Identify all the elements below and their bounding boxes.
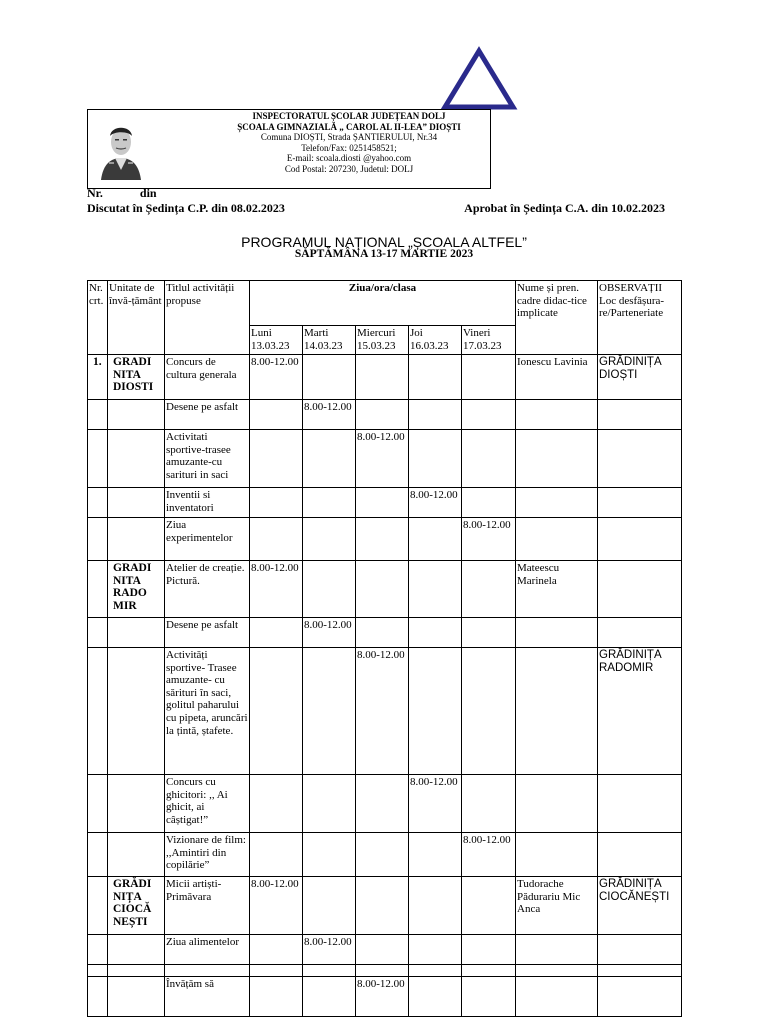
table-row xyxy=(88,775,682,833)
row-activity: Activitati sportive-trasee amuzante-cu sarituri in saci xyxy=(165,430,250,488)
table-row xyxy=(88,965,682,977)
header-days: Ziua/ora/clasa xyxy=(250,281,516,326)
day-slot-cell: 8.00-12.00 xyxy=(303,400,356,430)
row-activity: Inventii si inventatori xyxy=(165,488,250,518)
table-row xyxy=(88,877,682,935)
table-row xyxy=(88,518,682,561)
day-slot-cell xyxy=(462,430,516,488)
row-activity: Învățăm să xyxy=(165,977,250,1017)
row-obs xyxy=(598,400,682,430)
row-unit xyxy=(108,518,165,561)
day-slot-cell xyxy=(409,430,462,488)
row-names xyxy=(516,488,598,518)
day-slot-cell xyxy=(303,977,356,1017)
row-obs xyxy=(598,935,682,965)
header-obs: OBSERVAȚII Loc desfășura-re/Parteneriate xyxy=(598,281,682,355)
day-slot-cell xyxy=(303,488,356,518)
day-slot-cell xyxy=(356,833,409,877)
din-label: din xyxy=(139,186,157,200)
day-slot-cell: 8.00-12.00 xyxy=(409,488,462,518)
header-activity: Titlul activității propuse xyxy=(165,281,250,355)
table-row xyxy=(88,355,682,400)
row-names xyxy=(516,648,598,775)
day-slot-cell xyxy=(409,977,462,1017)
day-header: Luni 13.03.23 xyxy=(250,326,303,355)
day-slot-cell xyxy=(409,935,462,965)
day-slot-cell xyxy=(409,648,462,775)
table-row xyxy=(88,618,682,648)
row-nr xyxy=(88,877,108,935)
day-slot-cell xyxy=(462,877,516,935)
row-obs xyxy=(598,965,682,977)
row-names: Ionescu Lavinia xyxy=(516,355,598,400)
row-names xyxy=(516,430,598,488)
row-nr xyxy=(88,430,108,488)
day-slot-cell: 8.00-12.00 xyxy=(409,775,462,833)
row-unit: GRADI NITA DIOSTI xyxy=(108,355,165,400)
row-obs: GRĂDINIȚA CIOCĂNEȘTI xyxy=(598,877,682,935)
day-slot-cell: 8.00-12.00 xyxy=(356,977,409,1017)
day-slot-cell xyxy=(462,935,516,965)
day-slot-cell: 8.00-12.00 xyxy=(356,430,409,488)
day-slot-cell xyxy=(409,561,462,618)
day-slot-cell xyxy=(250,965,303,977)
row-nr xyxy=(88,977,108,1017)
row-unit xyxy=(108,775,165,833)
table-row xyxy=(88,488,682,518)
row-activity: Ziua alimentelor xyxy=(165,935,250,965)
day-slot-cell xyxy=(356,775,409,833)
day-slot-cell xyxy=(250,648,303,775)
row-names xyxy=(516,400,598,430)
day-slot-cell xyxy=(462,400,516,430)
day-slot-cell xyxy=(250,488,303,518)
row-activity: Desene pe asfalt xyxy=(165,618,250,648)
discussed-line: Discutat în Ședința C.P. din 08.02.2023 xyxy=(87,201,285,215)
row-unit: GRĂDI NIȚA CIOCĂ NEȘTI xyxy=(108,877,165,935)
table-row xyxy=(88,977,682,1017)
row-unit xyxy=(108,965,165,977)
day-slot-cell xyxy=(303,775,356,833)
row-activity: Desene pe asfalt xyxy=(165,400,250,430)
day-slot-cell xyxy=(409,355,462,400)
day-slot-cell xyxy=(409,518,462,561)
day-slot-cell xyxy=(462,618,516,648)
day-slot-cell xyxy=(462,648,516,775)
header-text xyxy=(208,111,490,175)
day-slot-cell xyxy=(409,877,462,935)
row-nr xyxy=(88,935,108,965)
day-slot-cell xyxy=(303,877,356,935)
row-activity: Activități sportive- Trasee amuzante- cu sărituri în saci, golitul paharului cu pipeta, aruncări la țintă, ștafete. xyxy=(165,648,250,775)
day-slot-cell: 8.00-12.00 xyxy=(250,355,303,400)
row-nr: 1. xyxy=(88,355,108,400)
row-activity: Concurs cu ghicitori: ,, Ai ghicit, ai câștigat!” xyxy=(165,775,250,833)
phone-line: Telefon/Fax: 0251458521; xyxy=(301,142,397,153)
day-slot-cell xyxy=(356,488,409,518)
school-name-line: ȘCOALA GIMNAZIALĂ „ CAROL AL II-LEA” DIOȘTI xyxy=(237,121,461,132)
table-row xyxy=(88,648,682,775)
day-slot-cell xyxy=(303,648,356,775)
page-title: PROGRAMUL NAȚIONAL „ȘCOALA ALTFEL” xyxy=(241,234,527,250)
day-slot-cell: 8.00-12.00 xyxy=(303,935,356,965)
header-nr: Nr. crt. xyxy=(88,281,108,355)
day-slot-cell xyxy=(356,561,409,618)
row-activity: Concurs de cultura generala xyxy=(165,355,250,400)
day-slot-cell xyxy=(462,355,516,400)
day-slot-cell xyxy=(462,775,516,833)
day-slot-cell xyxy=(356,400,409,430)
row-obs xyxy=(598,833,682,877)
day-slot-cell xyxy=(303,561,356,618)
day-slot-cell xyxy=(409,833,462,877)
row-names xyxy=(516,965,598,977)
king-portrait-icon xyxy=(95,114,147,180)
row-unit xyxy=(108,430,165,488)
schedule-table xyxy=(87,280,682,1017)
row-unit xyxy=(108,400,165,430)
row-names xyxy=(516,518,598,561)
day-slot-cell: 8.00-12.00 xyxy=(250,877,303,935)
row-names xyxy=(516,775,598,833)
day-slot-cell xyxy=(250,935,303,965)
row-unit xyxy=(108,833,165,877)
row-unit xyxy=(108,935,165,965)
row-obs: GRĂDINIȚA DIOȘTI xyxy=(598,355,682,400)
row-unit xyxy=(108,618,165,648)
row-unit: GRADI NITA RADO MIR xyxy=(108,561,165,618)
row-unit xyxy=(108,977,165,1017)
day-slot-cell xyxy=(303,518,356,561)
row-obs xyxy=(598,430,682,488)
table-row xyxy=(88,430,682,488)
day-slot-cell: 8.00-12.00 xyxy=(356,648,409,775)
row-activity: Ziua experimentelor xyxy=(165,518,250,561)
day-slot-cell xyxy=(250,430,303,488)
day-slot-cell xyxy=(356,935,409,965)
row-nr xyxy=(88,400,108,430)
row-obs xyxy=(598,977,682,1017)
row-nr xyxy=(88,965,108,977)
day-slot-cell xyxy=(356,355,409,400)
row-activity: Micii artiști- Primăvara xyxy=(165,877,250,935)
day-slot-cell xyxy=(462,488,516,518)
row-nr xyxy=(88,561,108,618)
row-obs xyxy=(598,561,682,618)
row-obs xyxy=(598,775,682,833)
day-slot-cell xyxy=(303,355,356,400)
row-nr xyxy=(88,648,108,775)
header-unit: Unitate de învă-țământ xyxy=(108,281,165,355)
day-slot-cell: 8.00-12.00 xyxy=(462,518,516,561)
table-row xyxy=(88,935,682,965)
row-obs xyxy=(598,488,682,518)
row-activity: Atelier de creație. Pictură. xyxy=(165,561,250,618)
row-names xyxy=(516,618,598,648)
day-header: Marti 14.03.23 xyxy=(303,326,356,355)
day-slot-cell xyxy=(356,518,409,561)
page-subtitle: SĂPTĂMÂNA 13-17 MARTIE 2023 xyxy=(294,248,474,260)
row-activity: Vizionare de film: ,,Amintiri din copilărie” xyxy=(165,833,250,877)
day-slot-cell xyxy=(409,400,462,430)
row-names: Mateescu Marinela xyxy=(516,561,598,618)
row-obs xyxy=(598,518,682,561)
day-slot-cell: 8.00-12.00 xyxy=(250,561,303,618)
postal-line: Cod Postal: 207230, Judetul: DOLJ xyxy=(284,163,414,174)
day-slot-cell xyxy=(250,518,303,561)
day-slot-cell xyxy=(250,400,303,430)
row-activity xyxy=(165,965,250,977)
row-nr xyxy=(88,488,108,518)
header-names: Nume și pren. cadre didac-tice implicate xyxy=(516,281,598,355)
day-slot-cell xyxy=(462,977,516,1017)
day-slot-cell xyxy=(303,430,356,488)
day-slot-cell xyxy=(356,877,409,935)
registration-number xyxy=(87,186,157,201)
day-slot-cell xyxy=(250,618,303,648)
table-row xyxy=(88,833,682,877)
day-slot-cell xyxy=(356,965,409,977)
address-line: Comuna DIOȘTI, Strada ȘANTIERULUI, Nr.34 xyxy=(260,132,438,143)
row-names xyxy=(516,833,598,877)
day-slot-cell xyxy=(356,618,409,648)
school-header-box xyxy=(87,109,491,189)
day-header: Miercuri 15.03.23 xyxy=(356,326,409,355)
row-nr xyxy=(88,518,108,561)
day-slot-cell: 8.00-12.00 xyxy=(462,833,516,877)
row-obs: GRĂDINIȚA RADOMIR xyxy=(598,648,682,775)
day-header: Joi 16.03.23 xyxy=(409,326,462,355)
day-slot-cell xyxy=(462,965,516,977)
day-slot-cell: 8.00-12.00 xyxy=(303,618,356,648)
day-slot-cell xyxy=(303,833,356,877)
row-unit xyxy=(108,648,165,775)
row-nr xyxy=(88,775,108,833)
inspectorate-line: INSPECTORATUL ȘCOLAR JUDEȚEAN DOLJ xyxy=(252,111,446,121)
row-unit xyxy=(108,488,165,518)
header-row xyxy=(88,281,682,326)
table-row xyxy=(88,400,682,430)
triangle-logo-icon xyxy=(440,46,518,112)
row-names xyxy=(516,935,598,965)
row-names xyxy=(516,977,598,1017)
row-names: Tudorache Pădurariu Mic Anca xyxy=(516,877,598,935)
day-slot-cell xyxy=(462,561,516,618)
day-header: Vineri 17.03.23 xyxy=(462,326,516,355)
nr-label: Nr. xyxy=(87,186,103,200)
email-line: E-mail: scoala.diosti @yahoo.com xyxy=(286,153,412,164)
day-slot-cell xyxy=(250,977,303,1017)
day-slot-cell xyxy=(250,775,303,833)
row-obs xyxy=(598,618,682,648)
row-nr xyxy=(88,618,108,648)
day-slot-cell xyxy=(409,618,462,648)
approved-line: Aprobat în Ședința C.A. din 10.02.2023 xyxy=(464,201,665,215)
day-slot-cell xyxy=(250,833,303,877)
day-slot-cell xyxy=(303,965,356,977)
day-slot-cell xyxy=(409,965,462,977)
row-nr xyxy=(88,833,108,877)
table-row xyxy=(88,561,682,618)
